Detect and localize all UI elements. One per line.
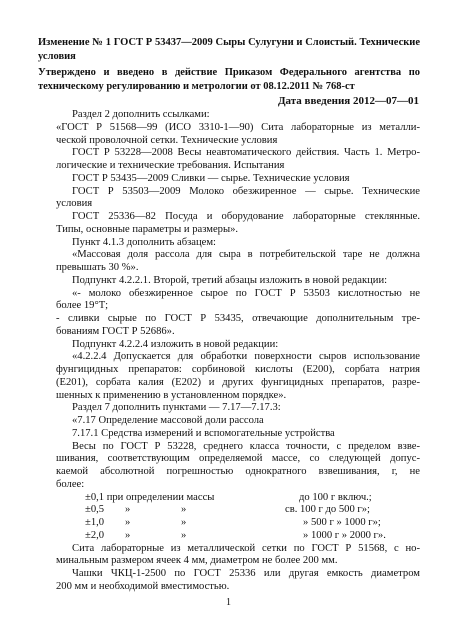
effective-date: Дата введения 2012—07—01 <box>277 95 419 107</box>
body-line: «4.2.2.4 Допускается для обработки поверхности сыров использование <box>72 351 420 363</box>
body-line: Чашки ЧКЦ-1-2500 по ГОСТ 25336 или другая емкость диаметром <box>72 568 420 579</box>
body-line: - сливки сырые по ГОСТ Р 53435, отвечающие дополнительным тре- <box>56 313 420 324</box>
body-line: ческой проволочной сетки. Технические условия <box>56 134 278 146</box>
table-cell: » <box>125 529 131 541</box>
table-row <box>85 492 386 505</box>
body-line: 200 мм и необходимой вместимостью. <box>56 580 230 592</box>
table-cell: » <box>125 517 131 528</box>
approval-statement: Утверждено и введено в действие Приказом Федерального агентства по техническому регулированию и метрологии от 08.12.2011 № 768-ст <box>38 67 420 92</box>
table-cell: » <box>181 529 187 541</box>
table-cell: ±1,0 <box>85 517 105 528</box>
table-cell: ±0,1 при определении массы <box>85 491 215 503</box>
table-cell: » <box>181 504 187 516</box>
table-cell: св. 100 г до 500 г»; <box>285 504 370 516</box>
body-line: более 19°Т; <box>56 300 109 312</box>
body-line: шивания, соответствующим определяемой массе, со следующей допус- <box>56 453 420 465</box>
table-cell: ±0,5 <box>85 504 105 516</box>
table-row <box>85 530 386 543</box>
table-row <box>85 504 386 517</box>
body-line: ГОСТ Р 53503—2009 Молоко обезжиренное — сырье. Технические <box>72 185 420 197</box>
body-line: (Е201), сорбата калия (Е202) и других фунгицидных препаратов, разре- <box>56 376 420 388</box>
table-cell: » 500 г » 1000 г»; <box>303 517 381 528</box>
table-cell: » <box>181 517 187 528</box>
body-line: логические и технические требования. Испытания <box>56 160 285 171</box>
body-line: «- молоко обезжиренное сырое по ГОСТ Р 53503 кислотностью не <box>72 287 420 299</box>
body-line: Раздел 7 дополнить пунктами — 7.17—7.17.3: <box>72 402 281 414</box>
body-line: превышать 30 %». <box>56 262 139 273</box>
body-line: «Массовая доля рассола для сыра в потребительской таре не должна <box>72 249 420 261</box>
document-body <box>56 109 420 594</box>
body-line: 7.17.1 Средства измерений и вспомогательные устройства <box>72 427 335 439</box>
table-cell: » <box>125 504 131 516</box>
body-line: бованиям ГОСТ Р 52686». <box>56 325 175 337</box>
table-cell: ±2,0 <box>85 529 105 541</box>
body-line: Типы, основные параметры и размеры». <box>56 223 239 235</box>
body-line: «7.17 Определение массовой доли рассола <box>72 415 264 426</box>
body-line: Раздел 2 дополнить ссылками: <box>72 109 210 120</box>
amendment-title: Изменение № 1 ГОСТ Р 53437—2009 Сыры Сулугуни и Слоистый. Технические условия <box>38 37 420 62</box>
body-line: ГОСТ Р 53228—2008 Весы неавтоматического действия. Часть 1. Метро- <box>72 147 420 159</box>
body-line: условия <box>56 198 93 210</box>
table-row <box>85 517 386 530</box>
body-line: каемой абсолютной погрешностью однократного взвешивания, г, не <box>56 466 420 477</box>
table-cell: » 1000 г » 2000 г». <box>303 529 386 541</box>
body-line: Подпункт 4.2.2.4 изложить в новой редакции: <box>72 338 279 350</box>
body-line: Подпункт 4.2.2.1. Второй, третий абзацы изложить в новой редакции: <box>72 274 388 286</box>
accuracy-table <box>85 492 386 543</box>
body-line: шенных к применению в установленном порядке». <box>56 389 287 401</box>
body-line: ГОСТ Р 53435—2009 Сливки — сырье. Технические условия <box>72 172 350 184</box>
body-line: «ГОСТ Р 51568—99 (ИСО 3310-1—90) Сита лабораторные из металли- <box>56 121 420 133</box>
body-line: фунгицидных препаратов: сорбиновой кислоты (Е200), сорбата натрия <box>56 364 420 375</box>
page-number: 1 <box>226 597 231 608</box>
body-line: минальным размером ячеек 4 мм, диаметром не более 200 мм. <box>56 555 338 567</box>
body-line: Пункт 4.1.3 дополнить абзацем: <box>72 236 216 248</box>
body-line: ГОСТ 25336—82 Посуда и оборудование лабораторные стеклянные. <box>72 211 420 222</box>
body-line: Весы по ГОСТ Р 53228, среднего класса точности, с пределом взве- <box>72 440 420 452</box>
table-cell: до 100 г включ.; <box>299 491 372 503</box>
body-line: более: <box>56 478 85 490</box>
body-line: Сита лабораторные из металлической сетки по ГОСТ Р 51568, с но- <box>72 542 420 554</box>
